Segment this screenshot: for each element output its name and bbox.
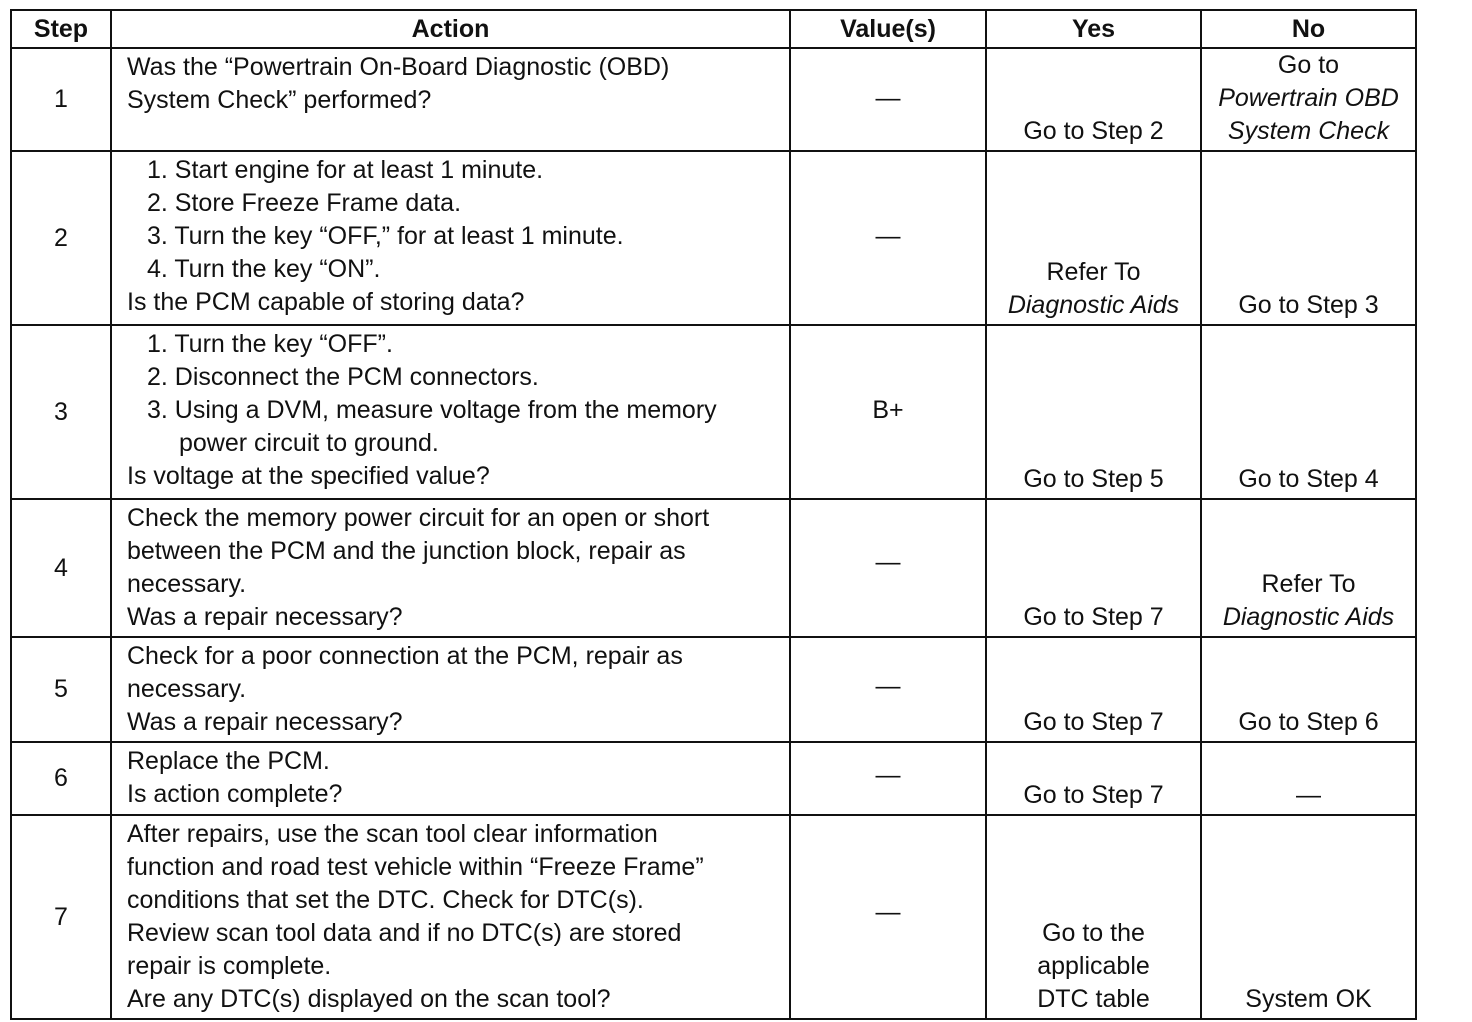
yes-text: Go to Step 7 bbox=[1023, 708, 1164, 736]
value-cell bbox=[790, 637, 986, 742]
value-text: — bbox=[875, 84, 901, 112]
yes-cell bbox=[986, 742, 1201, 815]
value-text: — bbox=[875, 548, 901, 576]
no-text: Refer To bbox=[1261, 570, 1356, 598]
table-row bbox=[11, 637, 1416, 742]
no-text: Go to Step 4 bbox=[1238, 465, 1379, 493]
step-number: 6 bbox=[11, 742, 111, 815]
step-number: 2 bbox=[11, 151, 111, 325]
no-text: Go to Step 3 bbox=[1238, 291, 1379, 319]
action-cell bbox=[111, 815, 790, 1019]
diagnostic-table bbox=[10, 9, 1417, 1020]
action-line: necessary. bbox=[127, 570, 247, 598]
action-question: Is voltage at the specified value? bbox=[127, 462, 490, 490]
yes-cell bbox=[986, 815, 1201, 1019]
action-line: Check for a poor connection at the PCM, repair as bbox=[127, 642, 683, 670]
action-step-line: 1. Start engine for at least 1 minute. bbox=[147, 156, 544, 184]
no-text: Go to Step 6 bbox=[1238, 708, 1379, 736]
action-cell bbox=[111, 151, 790, 325]
no-link-text: Diagnostic Aids bbox=[1222, 603, 1395, 631]
step-number: 4 bbox=[11, 499, 111, 637]
action-line: Replace the PCM. bbox=[127, 747, 330, 775]
action-cell bbox=[111, 742, 790, 815]
step-number: 3 bbox=[11, 325, 111, 499]
no-link-text: Powertrain OBD bbox=[1218, 84, 1399, 112]
action-step-line: 3. Using a DVM, measure voltage from the memory bbox=[147, 396, 717, 424]
table-row bbox=[11, 815, 1416, 1019]
no-link-text: System Check bbox=[1227, 117, 1390, 145]
value-text: — bbox=[875, 761, 901, 789]
header-no: No bbox=[1201, 10, 1416, 48]
action-line: Is action complete? bbox=[127, 780, 343, 808]
no-text: — bbox=[1296, 781, 1321, 809]
header-action: Action bbox=[111, 10, 790, 48]
yes-cell bbox=[986, 637, 1201, 742]
action-line: System Check” performed? bbox=[127, 86, 432, 114]
value-text: — bbox=[875, 672, 901, 700]
action-cell bbox=[111, 499, 790, 637]
action-line: repair is complete. bbox=[127, 952, 332, 980]
header-values: Value(s) bbox=[790, 10, 986, 48]
value-text: — bbox=[875, 898, 901, 926]
action-line: Review scan tool data and if no DTC(s) are stored bbox=[127, 919, 682, 947]
action-question: Is the PCM capable of storing data? bbox=[127, 288, 525, 316]
no-cell bbox=[1201, 499, 1416, 637]
step-number: 5 bbox=[11, 637, 111, 742]
table-row bbox=[11, 742, 1416, 815]
table-row bbox=[11, 48, 1416, 151]
action-line: conditions that set the DTC. Check for DTC(s). bbox=[127, 886, 644, 914]
table-row bbox=[11, 325, 1416, 499]
yes-text: Go to Step 7 bbox=[1023, 603, 1164, 631]
action-step-line: 1. Turn the key “OFF”. bbox=[147, 330, 393, 358]
value-cell bbox=[790, 815, 986, 1019]
action-line: Was the “Powertrain On-Board Diagnostic (OBD) bbox=[127, 53, 670, 81]
action-step-line: 2. Disconnect the PCM connectors. bbox=[147, 363, 539, 391]
action-line: function and road test vehicle within “Freeze Frame” bbox=[127, 853, 704, 881]
action-line: Check the memory power circuit for an open or short bbox=[127, 504, 710, 532]
header-yes: Yes bbox=[986, 10, 1201, 48]
yes-link-text: Diagnostic Aids bbox=[1007, 291, 1180, 319]
yes-text: Go to Step 5 bbox=[1023, 465, 1164, 493]
no-text: Go to bbox=[1277, 51, 1340, 79]
table-row bbox=[11, 499, 1416, 637]
value-cell bbox=[790, 325, 986, 499]
header-row bbox=[11, 10, 1416, 48]
value-cell bbox=[790, 48, 986, 151]
step-number: 7 bbox=[11, 815, 111, 1019]
action-line: between the PCM and the junction block, repair as bbox=[127, 537, 686, 565]
step-number: 1 bbox=[11, 48, 111, 151]
no-cell bbox=[1201, 151, 1416, 325]
action-line: Are any DTC(s) displayed on the scan tool? bbox=[127, 985, 611, 1013]
action-cell bbox=[111, 48, 790, 151]
yes-text: Refer To bbox=[1046, 258, 1141, 286]
value-text: — bbox=[875, 222, 901, 250]
action-line: necessary. bbox=[127, 675, 247, 703]
no-cell bbox=[1201, 742, 1416, 815]
no-cell bbox=[1201, 48, 1416, 151]
yes-cell bbox=[986, 151, 1201, 325]
action-cell bbox=[111, 637, 790, 742]
yes-text: Go to the bbox=[1042, 919, 1145, 947]
action-line: Was a repair necessary? bbox=[127, 708, 403, 736]
yes-text: DTC table bbox=[1037, 985, 1150, 1013]
yes-text: Go to Step 7 bbox=[1023, 781, 1164, 809]
no-cell bbox=[1201, 637, 1416, 742]
table-row bbox=[11, 151, 1416, 325]
yes-cell bbox=[986, 325, 1201, 499]
no-cell bbox=[1201, 815, 1416, 1019]
yes-cell bbox=[986, 48, 1201, 151]
value-cell bbox=[790, 151, 986, 325]
value-text: B+ bbox=[872, 396, 904, 424]
value-cell bbox=[790, 742, 986, 815]
no-text: System OK bbox=[1245, 985, 1372, 1013]
action-line: After repairs, use the scan tool clear information bbox=[127, 820, 658, 848]
yes-cell bbox=[986, 499, 1201, 637]
action-step-line: 2. Store Freeze Frame data. bbox=[147, 189, 462, 217]
value-cell bbox=[790, 499, 986, 637]
action-step-continuation: power circuit to ground. bbox=[179, 429, 439, 457]
action-step-line: 4. Turn the key “ON”. bbox=[147, 255, 381, 283]
action-cell bbox=[111, 325, 790, 499]
yes-text: applicable bbox=[1037, 952, 1150, 980]
action-line: Was a repair necessary? bbox=[127, 603, 403, 631]
yes-text: Go to Step 2 bbox=[1023, 117, 1164, 145]
no-cell bbox=[1201, 325, 1416, 499]
action-step-line: 3. Turn the key “OFF,” for at least 1 minute. bbox=[147, 222, 624, 250]
header-step: Step bbox=[11, 10, 111, 48]
